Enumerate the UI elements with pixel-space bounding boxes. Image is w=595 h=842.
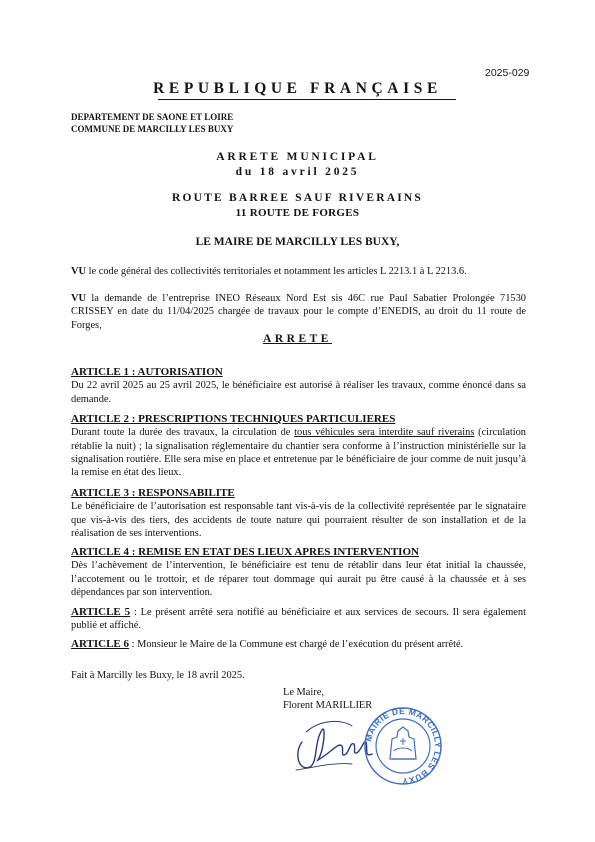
document-reference: 2025-029 [485, 67, 530, 79]
republique-heading: REPUBLIQUE FRANÇAISE [153, 80, 442, 97]
decree-title-line: ARRETE MUNICIPAL [216, 151, 379, 163]
decree-title [0, 150, 595, 180]
signatory-role: Le Maire, [283, 687, 324, 698]
article-title: ARTICLE 3 : RESPONSABILITE [71, 487, 235, 499]
article-body-end: (circulation rétablie la nuit) ; la signalisation réglementaire du chantier sera conforme à l’instruction ministérielle sur la signalisation routière. Elle sera mise en place et entretenue par le bénéficiaire de jour comme de nuit jusqu’à la remise en état des lieux. [71, 427, 526, 479]
municipal-seal [362, 705, 444, 787]
consideration-prefix: VU [71, 266, 87, 277]
administrative-header [71, 112, 233, 135]
consideration-1 [71, 265, 526, 278]
signatory-name: Florent MARILLIER [283, 700, 373, 711]
decree-subject: ROUTE BARREE SAUF RIVERAINS [172, 192, 423, 204]
article-body: Du 22 avril 2025 au 25 avril 2025, le bénéficiaire est autorisé à réaliser les travaux, comme énoncé dans sa demande. [71, 380, 526, 405]
consideration-prefix: VU [71, 293, 87, 304]
article-body: Dès l’achèvement de l’intervention, le bénéficiaire est tenu de rétablir dans leur état initial la chaussée, l’accotement ou le trottoir, et de réparer tout dommage qui aurait pu être causé à la chaussée et à ses dépendances par son intervention. [71, 560, 526, 598]
decree-location: 11 ROUTE DE FORGES [235, 207, 360, 219]
signatory-block [283, 686, 372, 712]
article-title: ARTICLE 5 [71, 606, 131, 618]
decree-date: du 18 avril 2025 [235, 166, 360, 178]
article-3 [71, 487, 526, 540]
article-body [71, 426, 526, 479]
decree-heading: ARRETE [263, 333, 332, 345]
consideration-text: la demande de l’entreprise INEO Réseaux Nord Est sis 46C rue Paul Sabatier Prolongée 71530 CRISSEY en date du 11/04/2025 chargée de travaux pour le compte d’ENEDIS, au droit du 11 route de Forges, [71, 293, 526, 331]
article-5 [71, 606, 526, 633]
article-body-start: Durant toute la durée des travaux, la circulation de [71, 427, 295, 439]
heading-underline [158, 99, 456, 100]
place-and-date: Fait à Marcilly les Buxy, le 18 avril 2025. [71, 670, 245, 681]
article-2 [71, 413, 526, 479]
article-6 [71, 638, 526, 651]
article-body: Le bénéficiaire de l’autorisation est responsable tant vis-à-vis de la collectivité représentée par le signataire que vis-à-vis des tiers, des accidents de toute nature qui pourraient résulter de son installation et de la réalisation de ses interventions. [71, 501, 526, 539]
article-body: : Le présent arrêté sera notifié au bénéficiaire et aux services de secours. Il sera également publié et affiché. [71, 607, 526, 632]
article-title: ARTICLE 1 : AUTORISATION [71, 366, 223, 378]
article-1 [71, 366, 526, 406]
commune-name: COMMUNE DE MARCILLY LES BUXY [71, 123, 234, 134]
issuing-authority: LE MAIRE DE MARCILLY LES BUXY, [195, 236, 400, 248]
article-body: : Monsieur le Maire de la Commune est chargé de l’exécution du présent arrêté. [129, 639, 464, 650]
consideration-text: le code général des collectivités territoriales et notamment les articles L 2213.1 à L 2213.6. [86, 266, 467, 277]
seal-text: MAIRIE DE MARCILLY LES BUXY [363, 705, 444, 787]
article-title: ARTICLE 4 : REMISE EN ETAT DES LIEUX APRES INTERVENTION [71, 546, 419, 558]
article-title: ARTICLE 6 [71, 638, 129, 650]
article-body-emphasis: tous véhicules sera interdite sauf riverains [294, 427, 475, 439]
article-4 [71, 546, 526, 599]
article-title: ARTICLE 2 : PRESCRIPTIONS TECHNIQUES PARTICULIERES [71, 413, 396, 425]
consideration-2 [71, 292, 526, 332]
department-name: DEPARTEMENT DE SAONE ET LOIRE [71, 112, 234, 122]
